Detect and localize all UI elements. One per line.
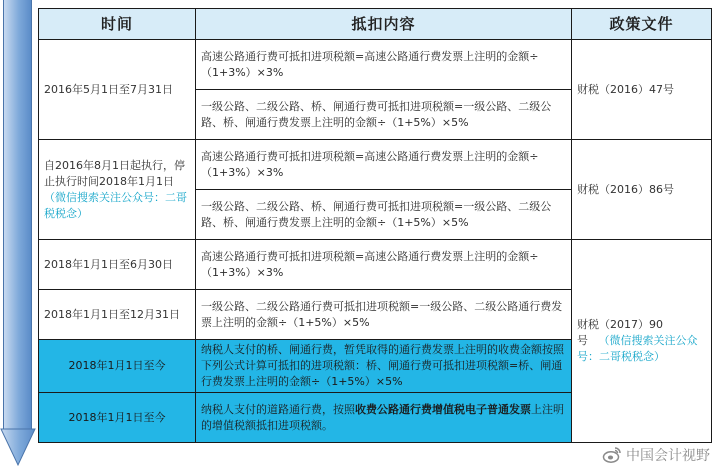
content-cell: 高速公路通行费可抵扣进项税额=高速公路通行费发票上注明的金额÷（1+3%）×3% <box>196 240 572 290</box>
content-cell: 纳税人支付的桥、闸通行费，暂凭取得的通行费发票上注明的收费金额按照下列公式计算可抵扣的进项税额：桥、闸通行费可抵扣进项税额=桥、闸通行费发票上注明的金额÷（1+5%）×5% <box>196 340 572 393</box>
content-bold-text: 收费公路通行费增值税电子普通发票 <box>355 402 531 416</box>
content-cell: 高速公路通行费可抵扣进项税额=高速公路通行费发票上注明的金额÷（1+3%）×3% <box>196 140 572 190</box>
content-cell <box>196 393 572 443</box>
content-cell: 一级公路、二级公路通行费可抵扣进项税额=一级公路、二级公路通行费发票上注明的金额÷（1+5%）×5% <box>196 290 572 340</box>
period-text: 自2016年8月1日起执行，停止执行时间2018年1月1日 <box>44 158 185 188</box>
policy-cell: 财税（2016）86号 <box>572 140 712 240</box>
timeline-arrow-shaft <box>3 0 32 430</box>
watermark <box>602 444 710 466</box>
policy-text: 财税（2017）90号 <box>577 318 663 347</box>
policy-cell <box>572 240 712 443</box>
content-cell: 一级公路、二级公路、桥、闸通行费可抵扣进项税额=一级公路、二级公路、桥、闸通行费发票上注明的金额÷（1+5%）×5% <box>196 190 572 240</box>
table-row <box>39 140 712 190</box>
policy-cell: 财税（2016）47号 <box>572 40 712 140</box>
period-cell: 2016年5月1日至7月31日 <box>39 40 196 140</box>
header-content: 抵扣内容 <box>196 9 572 40</box>
period-cell: 2018年1月1日至12月31日 <box>39 290 196 340</box>
content-cell: 一级公路、二级公路、桥、闸通行费可抵扣进项税额=一级公路、二级公路、桥、闸通行费发票上注明的金额÷（1+5%）×5% <box>196 90 572 140</box>
table-row <box>39 240 712 290</box>
period-note: （微信搜索关注公众号：二哥税税念） <box>44 190 187 220</box>
table-row <box>39 40 712 90</box>
header-policy: 政策文件 <box>572 9 712 40</box>
timeline-arrow-head-icon <box>0 428 36 468</box>
period-cell: 2018年1月1日至今 <box>39 340 196 393</box>
watermark-text: 中国会计视野 <box>626 448 710 464</box>
header-time: 时间 <box>39 9 196 40</box>
weibo-icon <box>602 445 622 465</box>
period-cell <box>39 140 196 240</box>
policy-note: （微信搜索关注公众号：二哥税税念） <box>577 334 698 363</box>
table-header-row <box>39 9 712 40</box>
content-text: 上注明的增值税额抵扣进项税额。 <box>201 402 564 432</box>
deduction-policy-table <box>38 8 712 443</box>
content-text: 纳税人支付的道路通行费，按照 <box>201 402 355 416</box>
content-cell: 高速公路通行费可抵扣进项税额=高速公路通行费发票上注明的金额÷（1+3%）×3% <box>196 40 572 90</box>
period-cell: 2018年1月1日至6月30日 <box>39 240 196 290</box>
period-cell: 2018年1月1日至今 <box>39 393 196 443</box>
